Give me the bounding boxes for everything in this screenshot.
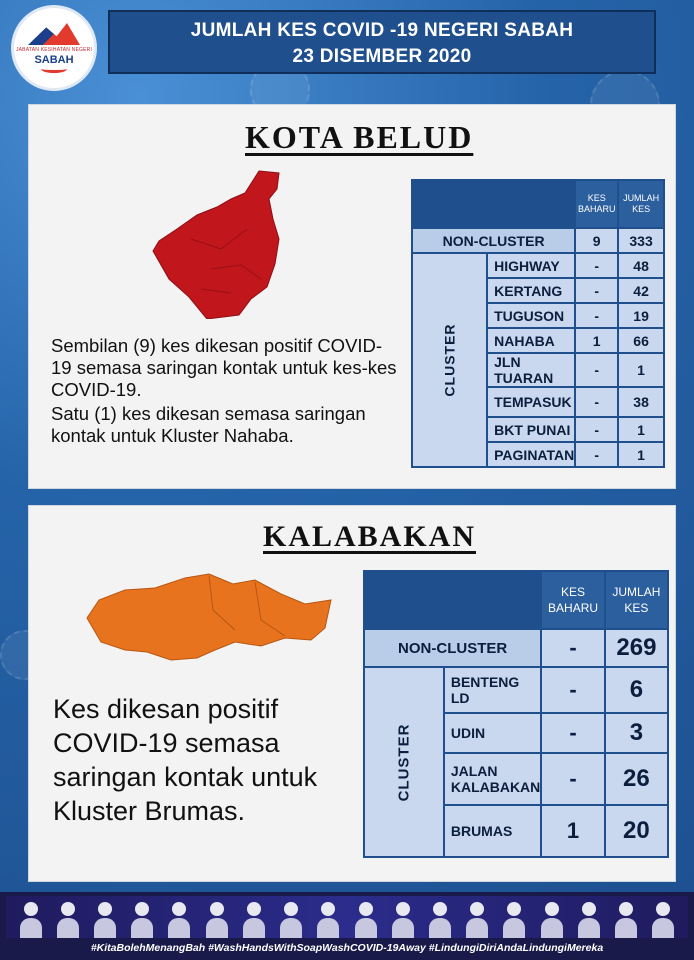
cluster-name: TUGUSON xyxy=(488,304,574,327)
person-icon xyxy=(466,902,488,938)
cluster-name: PAGINATAN xyxy=(488,443,574,466)
district-title: KOTA BELUD xyxy=(245,119,474,155)
table-row xyxy=(413,254,663,277)
person-icon xyxy=(578,902,600,938)
cell-new: - xyxy=(542,754,604,804)
cell-new: - xyxy=(576,443,617,466)
table-row xyxy=(413,229,663,252)
cluster-name: TEMPASUK xyxy=(488,388,574,416)
jkn-sabah-logo xyxy=(14,8,94,88)
person-icon xyxy=(57,902,79,938)
kalabakan-panel xyxy=(28,505,676,882)
person-icon xyxy=(168,902,190,938)
row-label: NON-CLUSTER xyxy=(413,229,574,252)
cell-total: 38 xyxy=(619,388,663,416)
cell-new: 9 xyxy=(576,229,617,252)
cell-new: - xyxy=(542,630,604,666)
cluster-name: NAHABA xyxy=(488,329,574,352)
person-icon xyxy=(355,902,377,938)
person-icon xyxy=(652,902,674,938)
cluster-name: BKT PUNAI xyxy=(488,418,574,441)
swoosh-icon xyxy=(41,65,67,73)
kota-belud-table xyxy=(411,179,665,468)
cluster-name: BENTENG LD xyxy=(445,668,540,712)
cell-new: - xyxy=(576,279,617,302)
cell-total: 48 xyxy=(619,254,663,277)
person-icon xyxy=(280,902,302,938)
cell-new: - xyxy=(576,418,617,441)
cell-total: 6 xyxy=(606,668,667,712)
description-paragraph: Satu (1) kes dikesan semasa saringan kontak untuk Kluster Nahaba. xyxy=(51,403,366,446)
cell-total: 333 xyxy=(619,229,663,252)
cell-new: - xyxy=(576,388,617,416)
person-icon xyxy=(615,902,637,938)
cell-new: - xyxy=(576,354,617,386)
kalabakan-map xyxy=(85,570,335,670)
person-icon xyxy=(317,902,339,938)
page-title: JUMLAH KES COVID -19 NEGERI SABAH xyxy=(190,20,574,41)
person-icon xyxy=(243,902,265,938)
cluster-name: JLN TUARAN xyxy=(488,354,574,386)
cluster-label-cell xyxy=(413,254,486,466)
cell-new: - xyxy=(542,668,604,712)
cluster-label: CLUSTER xyxy=(441,323,458,397)
row-label: NON-CLUSTER xyxy=(365,630,540,666)
col-header-new: KES BAHARU xyxy=(576,181,617,227)
cell-new: 1 xyxy=(576,329,617,352)
hashtags: #KitaBolehMenangBah #WashHandsWithSoapWashCOVID-19Away #LindungiDiriAndaLindungiMereka xyxy=(90,942,604,954)
cell-total: 42 xyxy=(619,279,663,302)
cell-total: 26 xyxy=(606,754,667,804)
cell-new: - xyxy=(542,714,604,752)
person-icon xyxy=(206,902,228,938)
col-header-total: JUMLAH KES xyxy=(606,572,667,628)
kalabakan-description: Kes dikesan positif COVID-19 semasa saringan kontak untuk Kluster Brumas. xyxy=(53,694,318,826)
description-paragraph: Sembilan (9) kes dikesan positif COVID-19 semasa saringan kontak untuk kes-kes COVID-19. xyxy=(51,335,397,400)
person-icon xyxy=(392,902,414,938)
cell-new: - xyxy=(576,254,617,277)
cell-total: 1 xyxy=(619,443,663,466)
page-header xyxy=(108,10,656,74)
cell-total: 3 xyxy=(606,714,667,752)
report-date: 23 DISEMBER 2020 xyxy=(292,46,472,67)
cell-total: 269 xyxy=(606,630,667,666)
cell-total: 19 xyxy=(619,304,663,327)
cell-total: 1 xyxy=(619,418,663,441)
cell-total: 20 xyxy=(606,806,667,856)
cluster-name: HIGHWAY xyxy=(488,254,574,277)
person-icon xyxy=(94,902,116,938)
frontliners-band xyxy=(6,896,688,938)
district-title: KALABAKAN xyxy=(263,520,477,553)
footer-banner xyxy=(0,892,694,960)
cluster-label-cell xyxy=(365,668,443,856)
kalabakan-table xyxy=(363,570,669,858)
logo-subtitle: JABATAN KESIHATAN NEGERI xyxy=(15,47,93,53)
kota-belud-description xyxy=(51,335,401,447)
table-row xyxy=(365,630,667,666)
logo-name: SABAH xyxy=(34,54,74,66)
kota-belud-map xyxy=(151,169,291,319)
mountain-icon xyxy=(28,23,80,45)
cluster-name: JALAN KALABAKAN xyxy=(445,754,540,804)
cell-new: - xyxy=(576,304,617,327)
cell-total: 66 xyxy=(619,329,663,352)
person-icon xyxy=(131,902,153,938)
table-row xyxy=(365,668,667,712)
person-icon xyxy=(20,902,42,938)
col-header-total: JUMLAH KES xyxy=(619,181,663,227)
col-header-new: KES BAHARU xyxy=(542,572,604,628)
cell-total: 1 xyxy=(619,354,663,386)
district-shape xyxy=(153,171,279,319)
cell-new: 1 xyxy=(542,806,604,856)
cluster-label: CLUSTER xyxy=(395,723,413,801)
kota-belud-panel xyxy=(28,104,676,489)
cluster-name: BRUMAS xyxy=(445,806,540,856)
district-shape xyxy=(87,574,331,660)
person-icon xyxy=(541,902,563,938)
person-icon xyxy=(503,902,525,938)
cluster-name: UDIN xyxy=(445,714,540,752)
person-icon xyxy=(429,902,451,938)
cluster-name: KERTANG xyxy=(488,279,574,302)
